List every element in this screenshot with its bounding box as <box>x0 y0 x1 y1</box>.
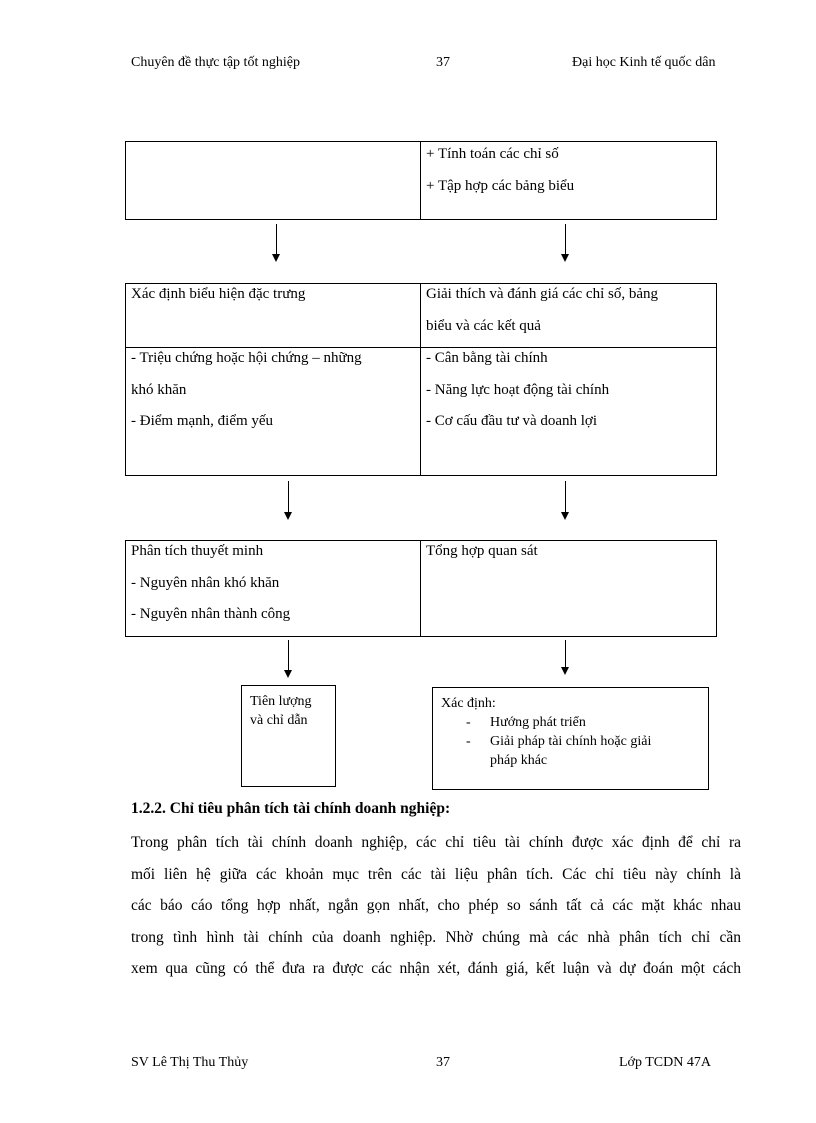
list-bullet: - <box>466 715 471 730</box>
flow-row2-left-top <box>125 279 420 311</box>
flow-row1-right-cell <box>420 139 717 202</box>
flow-row1-right-line: + Tập hợp các bảng biểu <box>426 177 575 194</box>
header-right: Đại học Kinh tế quốc dân <box>572 55 716 70</box>
arrow-down-icon <box>561 640 570 675</box>
flow-row2-right-top-line: biểu và các kết quả <box>426 317 541 334</box>
flow-row2-right-bottom-line: - Cân bằng tài chính <box>426 350 548 366</box>
flow-row2-right-bottom-line: - Năng lực hoạt động tài chính <box>426 381 610 398</box>
flow-row3-left-cell <box>125 536 420 631</box>
flow-row2-right-bottom-line: - Cơ cấu đầu tư và doanh lợi <box>426 413 598 429</box>
flow-row1-right-line: + Tính toán các chỉ số <box>426 146 559 162</box>
flow-row3-left-line: - Nguyên nhân khó khăn <box>131 574 280 591</box>
flow-box-forecast-line: và chỉ dẫn <box>250 713 308 728</box>
flow-row2-left-bottom <box>125 343 420 438</box>
arrow-down-icon <box>272 224 281 262</box>
section-heading: 1.2.2. Chỉ tiêu phân tích tài chính doanh nghiệp: <box>131 800 451 817</box>
flow-row3-left-line: - Nguyên nhân thành công <box>131 606 291 622</box>
flow-box-determine-title: Xác định: <box>441 696 496 711</box>
footer-page-number: 37 <box>436 1055 450 1070</box>
flow-row2-right-bottom <box>420 343 717 438</box>
flow-row3-right-cell <box>420 536 717 568</box>
list-item-text: pháp khác <box>490 753 548 768</box>
arrow-down-icon <box>284 640 293 678</box>
flow-row2-right-top-line: Giải thích và đánh giá các chỉ số, bảng <box>426 286 659 302</box>
paragraph-line: trong tình hình tài chính của doanh nghiệp. Nhờ chúng mà các nhà phân tích chỉ cần <box>131 928 741 946</box>
list-item-text: Giải pháp tài chính hoặc giải <box>490 734 652 749</box>
arrow-down-icon <box>561 224 570 262</box>
paragraph-line: Trong phân tích tài chính doanh nghiệp, các chỉ tiêu tài chính được xác định để chỉ ra <box>131 834 741 851</box>
flow-box-determine-text <box>441 694 703 770</box>
section-paragraph <box>131 827 741 985</box>
flow-row2-left-bottom-line: - Triệu chứng hoặc hội chứng – những <box>131 350 362 366</box>
flow-box-forecast-text <box>250 692 312 730</box>
paragraph-line: mối liên hệ giữa các khoản mục trên các tài liệu phân tích. Các chỉ tiêu này chính là <box>131 865 741 883</box>
arrow-down-icon <box>284 481 293 520</box>
flow-row2-left-top-line: Xác định biểu hiện đặc trưng <box>131 286 306 302</box>
flow-box-forecast-line: Tiên lượng <box>250 694 312 709</box>
flow-row2-right-top <box>420 279 717 342</box>
header-left: Chuyên đề thực tập tốt nghiệp <box>131 55 300 70</box>
header-page-number: 37 <box>436 55 450 70</box>
list-item-text: Hướng phát triển <box>490 715 586 730</box>
footer-left: SV Lê Thị Thu Thủy <box>131 1055 249 1070</box>
flow-row2-left-bottom-line: - Điểm mạnh, điểm yếu <box>131 413 274 429</box>
flow-row3-left-line: Phân tích thuyết minh <box>131 543 264 559</box>
arrow-down-icon <box>561 481 570 520</box>
list-bullet: - <box>466 734 471 749</box>
flow-row3-right-line: Tổng hợp quan sát <box>426 543 538 559</box>
paragraph-line: các báo cáo tổng hợp nhất, ngắn gọn nhất, cho phép so sánh tất cả các mặt khác nhau <box>131 897 741 914</box>
paragraph-line: xem qua cũng có thể đưa ra được các nhận xét, đánh giá, kết luận và dự đoán một cách <box>131 960 741 977</box>
footer-right: Lớp TCDN 47A <box>619 1055 711 1070</box>
flow-row2-left-bottom-line: khó khăn <box>131 381 187 398</box>
